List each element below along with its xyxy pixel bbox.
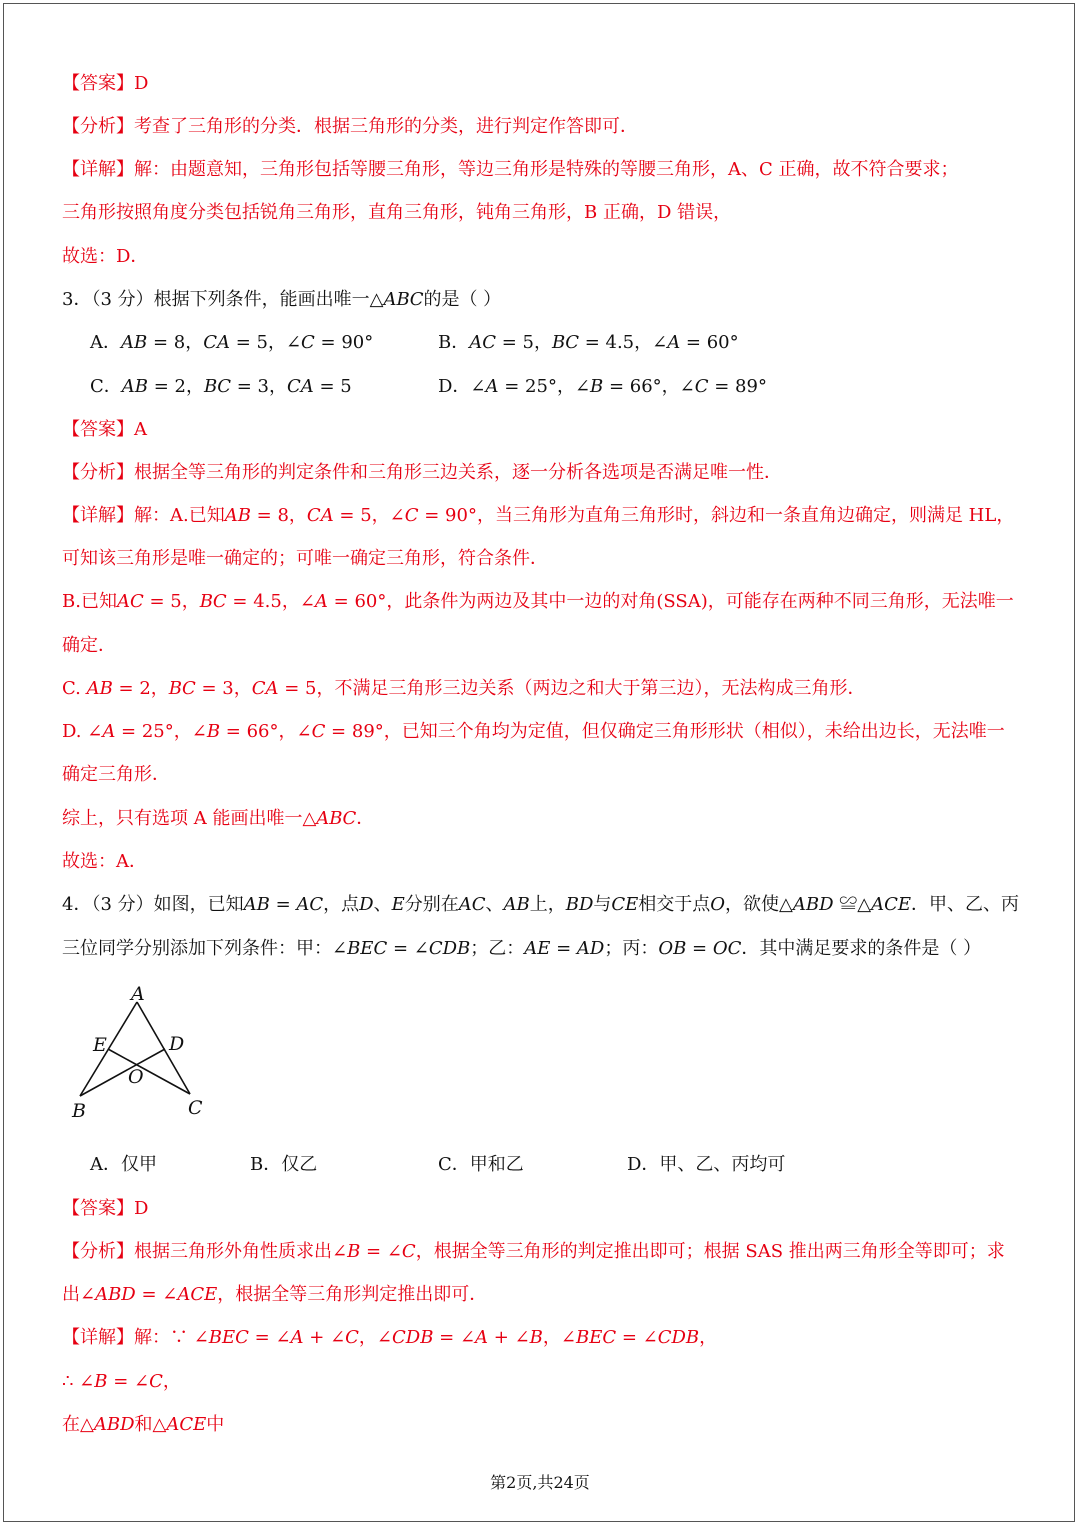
q3-detail-line-2: 可知该三角形是唯一确定的；可唯一确定三角形，符合条件．: [62, 548, 548, 569]
q3-option-a: A．𝐴𝐵 = 8，𝐶𝐴 = 5，∠𝐶 = 90°: [90, 332, 374, 353]
q3-option-c: C．𝐴𝐵 = 2，𝐵𝐶 = 3，𝐶𝐴 = 5: [90, 376, 352, 397]
q4-option-b: B．仅乙: [250, 1154, 318, 1175]
label-e: E: [93, 1034, 107, 1056]
q4-detail-line-1: 【详解】解：∵ ∠𝐵𝐸𝐶 = ∠𝐴 + ∠𝐶，∠𝐶𝐷𝐵 = ∠𝐴 + ∠𝐵，∠𝐵𝐸𝐶 = ∠𝐶𝐷𝐵，: [62, 1327, 718, 1348]
q4-stem-line-2: 三位同学分别添加下列条件：甲：∠𝐵𝐸𝐶 = ∠𝐶𝐷𝐵；乙：𝐴𝐸 = 𝐴𝐷；丙：𝑂𝐵 = 𝑂𝐶．其中满足要求的条件是（ ）: [62, 938, 982, 959]
label-a: A: [131, 983, 145, 1005]
label-b: B: [72, 1100, 86, 1122]
q4-detail-line-3: 在△𝐴𝐵𝐷和△𝐴𝐶𝐸中: [62, 1414, 225, 1435]
q3-stem: 3．（3 分）根据下列条件，能画出唯一△𝐴𝐵𝐶的是（ ）: [62, 289, 502, 310]
page-footer: 第2页,共24页: [490, 1473, 590, 1492]
q3-detail-line-1: 【详解】解：A.已知𝐴𝐵 = 8，𝐶𝐴 = 5，∠𝐶 = 90°，当三角形为直角三角形时，斜边和一条直角边确定，则满足 HL，: [62, 505, 1015, 526]
q2-detail-line-1: 【详解】解：由题意知，三角形包括等腰三角形，等边三角形是特殊的等腰三角形，A、C 正确，故不符合要求；: [62, 159, 959, 180]
q4-analysis-line-2: 出∠𝐴𝐵𝐷 = ∠𝐴𝐶𝐸，根据全等三角形判定推出即可．: [62, 1284, 488, 1305]
q4-option-a: A．仅甲: [90, 1154, 157, 1175]
q3-option-d: D．∠𝐴 = 25°，∠𝐵 = 66°，∠𝐶 = 89°: [438, 376, 767, 397]
q4-option-d: D．甲、乙、丙均可: [627, 1154, 786, 1175]
q4-answer: 【答案】D: [62, 1198, 149, 1219]
q2-choose: 故选：D．: [62, 246, 149, 267]
q3-detail-line-7: 确定三角形．: [62, 764, 170, 785]
q4-option-c: C．甲和乙: [438, 1154, 524, 1175]
q3-detail-line-3: B.已知𝐴𝐶 = 5，𝐵𝐶 = 4.5，∠𝐴 = 60°，此条件为两边及其中一边的对角(SSA)，可能存在两种不同三角形，无法唯一: [62, 591, 1014, 612]
q3-detail-line-5: C. 𝐴𝐵 = 2，𝐵𝐶 = 3，𝐶𝐴 = 5，不满足三角形三边关系（两边之和大于第三边），无法构成三角形．: [62, 678, 866, 699]
q2-answer: 【答案】D: [62, 73, 149, 94]
q3-analysis: 【分析】根据全等三角形的判定条件和三角形三边关系，逐一分析各选项是否满足唯一性．: [62, 462, 782, 483]
q3-detail-line-4: 确定．: [62, 635, 116, 656]
q3-summary: 综上，只有选项 A 能画出唯一△𝐴𝐵𝐶．: [62, 808, 375, 829]
label-d: D: [169, 1033, 185, 1055]
q3-answer: 【答案】A: [62, 419, 147, 440]
label-c: C: [188, 1097, 203, 1119]
q3-detail-line-6: D. ∠𝐴 = 25°，∠𝐵 = 66°，∠𝐶 = 89°，已知三个角均为定值，但仅确定三角形形状（相似），未给出边长，无法唯一: [62, 721, 1005, 742]
triangle-figure: [62, 980, 232, 1125]
q2-analysis: 【分析】考查了三角形的分类．根据三角形的分类，进行判定作答即可．: [62, 116, 638, 137]
q4-detail-line-2: ∴ ∠𝐵 = ∠𝐶，: [62, 1371, 181, 1392]
q4-stem-line-1: 4．（3 分）如图，已知𝐴𝐵 = 𝐴𝐶，点𝐷、𝐸分别在𝐴𝐶、𝐴𝐵上，𝐵𝐷与𝐶𝐸相交于点𝑂，欲使△𝐴𝐵𝐷 ≌△𝐴𝐶𝐸．甲、乙、丙: [62, 894, 1020, 915]
q4-analysis-line-1: 【分析】根据三角形外角性质求出∠𝐵 = ∠𝐶，根据全等三角形的判定推出即可；根据 SAS 推出两三角形全等即可；求: [62, 1241, 1005, 1262]
q2-detail-line-2: 三角形按照角度分类包括锐角三角形，直角三角形，钝角三角形，B 正确，D 错误，: [62, 202, 732, 223]
label-o: O: [128, 1066, 144, 1088]
q3-option-b: B．𝐴𝐶 = 5，𝐵𝐶 = 4.5，∠𝐴 = 60°: [438, 332, 739, 353]
q3-choose: 故选：A．: [62, 851, 147, 872]
